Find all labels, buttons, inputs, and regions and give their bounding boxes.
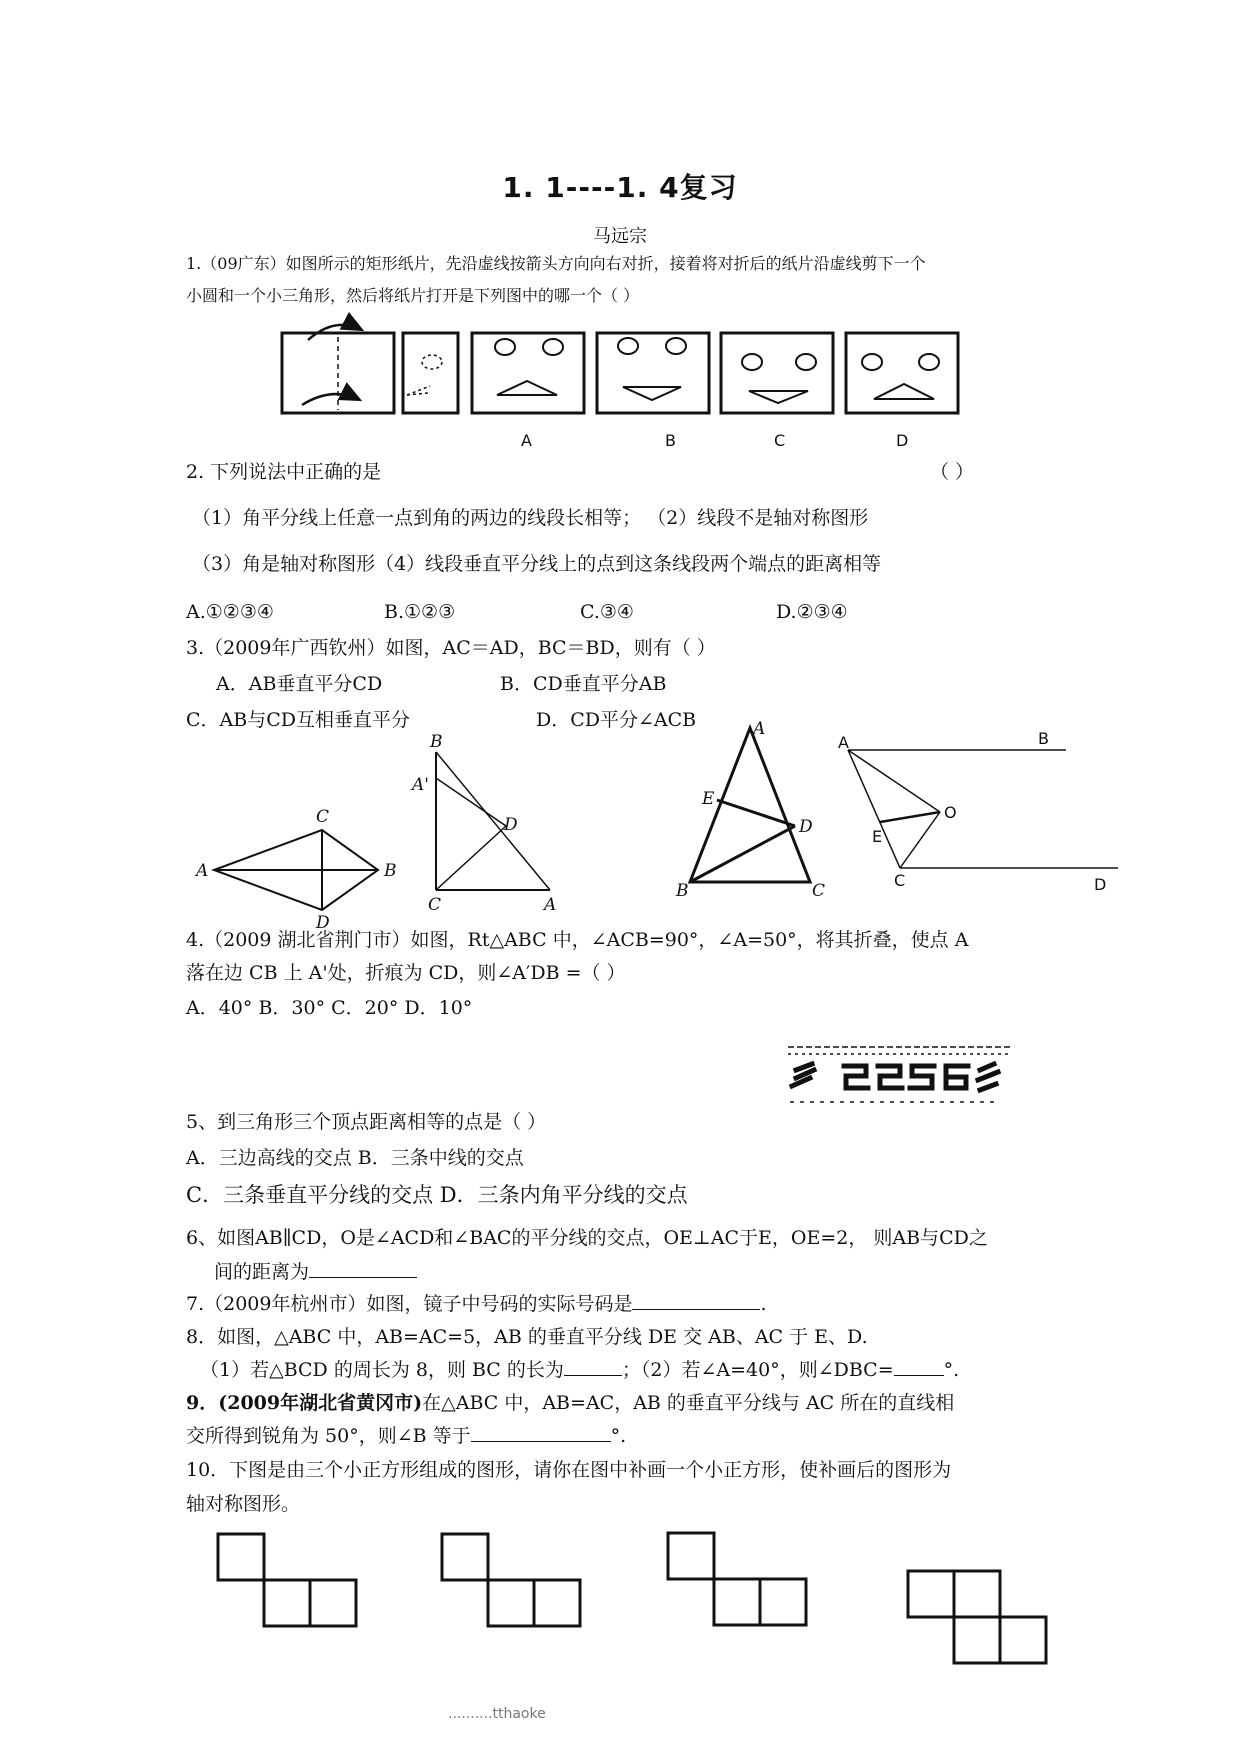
q9-prefix: 9．: [186, 1392, 219, 1414]
tri-label-d: D: [799, 817, 813, 837]
q2-option-a: A.①②③④: [186, 601, 274, 623]
fold-label-a-prime: A': [412, 775, 429, 795]
par-label-b: B: [1038, 729, 1049, 748]
q2-paren: （ ）: [930, 461, 975, 483]
square-figure-1: [218, 1534, 356, 1626]
tri-label-a: A: [753, 719, 766, 739]
par-label-e: E: [872, 827, 883, 846]
q9-line1-rest: 在△ABC 中，AB=AC，AB 的垂直平分线与 AC 所在的直线相: [422, 1392, 955, 1414]
tri-label-c: C: [812, 881, 826, 901]
fold-label-a: A: [544, 895, 557, 915]
q9-source: (2009年湖北省黄冈市): [218, 1392, 423, 1414]
q10-line1: 10．下图是由三个小正方形组成的图形，请你在图中补画一个小正方形，使补画后的图形为: [186, 1459, 952, 1481]
q5-options-cd: C．三条垂直平分线的交点 D．三条内角平分线的交点: [186, 1183, 688, 1207]
par-label-c: C: [894, 871, 906, 890]
footer-watermark: ..........tthaoke: [448, 1706, 546, 1722]
q8-line1: 8．如图，△ABC 中，AB=AC=5，AB 的垂直平分线 DE 交 AB、AC 于 E、D.: [186, 1326, 868, 1348]
q2-statements-1: （1）角平分线上任意一点到角的两边的线段长相等； （2）线段不是轴对称图形: [192, 507, 869, 529]
q2-option-c: C.③④: [580, 601, 634, 623]
q4-options: A．40° B．30° C．20° D．10°: [186, 997, 473, 1019]
q2-stem: 2. 下列说法中正确的是: [186, 461, 382, 483]
par-label-d: D: [1094, 875, 1107, 894]
q8-part1-text: （1）若△BCD 的周长为 8，则 BC 的长为: [200, 1359, 564, 1381]
q1-line2: 小圆和一个小三角形，然后将纸片打开是下列图中的哪一个（ ）: [186, 286, 640, 305]
square-figure-2: [442, 1534, 580, 1626]
author-name: 马远宗: [593, 226, 647, 247]
q3-stem: 3.（2009年广西钦州）如图，AC＝AD，BC＝BD，则有（ ）: [186, 637, 716, 659]
tri-label-e: E: [702, 789, 715, 809]
page-title: 1. 1----1. 4复习: [502, 171, 738, 204]
kite-label-b: B: [384, 861, 397, 881]
q10-line2: 轴对称图形。: [186, 1493, 301, 1515]
q8-tail: °.: [943, 1359, 960, 1381]
q3-option-a: A．AB垂直平分CD: [216, 673, 383, 695]
q1-line1: 1.（09广东）如图所示的矩形纸片，先沿虚线按箭头方向向右对折，接着将对折后的纸片沿虚线剪下一个: [186, 254, 926, 273]
q5-options-ab: A．三边高线的交点 B．三条中线的交点: [186, 1147, 524, 1169]
q8-part2-text: ；（2）若∠A=40°，则∠DBC=: [621, 1359, 894, 1381]
fold-label-c: C: [428, 895, 442, 915]
tri-label-b: B: [676, 881, 689, 901]
square-figure-4: [908, 1571, 1046, 1663]
fold-label-d: D: [504, 815, 518, 835]
q9-tail: °.: [610, 1425, 627, 1447]
q3-option-d: D．CD平分∠ACB: [536, 709, 697, 731]
kite-label-c: C: [316, 807, 330, 827]
q3-option-c: C．AB与CD互相垂直平分: [186, 709, 410, 731]
kite-label-d: D: [316, 913, 330, 933]
square-figure-3: [668, 1533, 806, 1625]
q6-line2-text: 间的距离为: [214, 1261, 310, 1283]
q7-text: 7.（2009年杭州市）如图，镜子中号码的实际号码是: [186, 1293, 633, 1315]
q2-statements-2: （3）角是轴对称图形（4）线段垂直平分线上的点到这条线段两个端点的距离相等: [192, 553, 882, 575]
q7-line: 7.（2009年杭州市）如图，镜子中号码的实际号码是 .: [186, 1293, 767, 1315]
choice-label-c: C: [774, 431, 786, 450]
q4-line2: 落在边 CB 上 A'处，折痕为 CD，则∠A′DB =（ ）: [186, 962, 626, 984]
fold-label-b: B: [430, 732, 443, 752]
q3-option-b: B．CD垂直平分AB: [500, 673, 667, 695]
q9-line2-text: 交所得到锐角为 50°，则∠B 等于: [186, 1425, 471, 1447]
q4-line1: 4.（2009 湖北省荆门市）如图，Rt△ABC 中，∠ACB=90°，∠A=50°，将其折叠，使点 A: [186, 929, 969, 951]
choice-label-b: B: [665, 431, 676, 450]
q5-stem: 5、到三角形三个顶点距离相等的点是（ ）: [186, 1111, 547, 1133]
choice-label-d: D: [896, 431, 909, 450]
kite-label-a: A: [196, 861, 209, 881]
q2-option-d: D.②③④: [776, 601, 848, 623]
par-label-o: O: [944, 803, 957, 822]
choice-label-a: A: [521, 431, 532, 450]
par-label-a: A: [838, 733, 849, 752]
q6-line1: 6、如图AB∥CD，O是∠ACD和∠BAC的平分线的交点，OE⊥AC于E，OE=2， 则AB与CD之: [186, 1227, 988, 1249]
q2-option-b: B.①②③: [384, 601, 456, 623]
